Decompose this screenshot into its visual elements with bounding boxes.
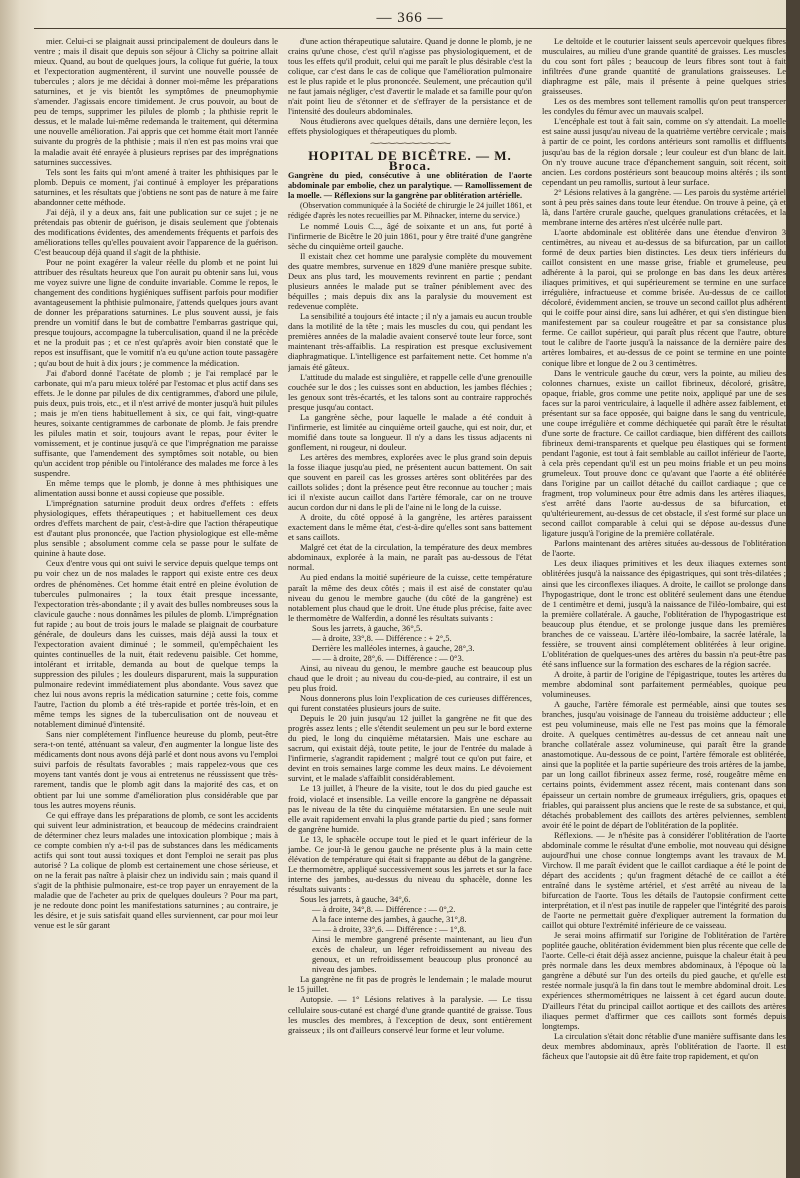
- paragraph: Parlons maintenant des artères situées au-dessous de l'oblitération de l'aorte.: [542, 538, 786, 559]
- paragraph: Les artères des membres, explorées avec le plus grand soin depuis la fosse iliaque jusqu'au pied, ne présentent aucun battement. On sait que souvent en pareil cas les grosses artères sont oblitérées par des caillots solides ; dont la présence peut être reconnue au toucher ; mais ici il n'existe aucun caillot dans l'artère fémorale, car on ne trouve aucun cordon dur ni dans le pli de l'aine ni le long de la cuisse.: [288, 451, 532, 513]
- paragraph: Dans le ventricule gauche du cœur, vers la pointe, au milieu des colonnes charnues, existe un caillot fibrineux, décoloré, grisâtre, opaque, friable, gros comme une petite noix, appliqué par une de ses faces sur la paroi ventriculaire, à laquelle il adhère assez faiblement, et présentant sur sa face opposée, qui baigne dans le sang du ventricule, une coupe irrégulière et comme déchiquetée qui paraît être le résultat d'une sorte de fracture. Ce caillot cardiaque, bien différent des caillots fibrineux demi-transparents et quelque peu élastiques qui se forment pendant l'agonie, est tout à fait semblable au caillot inférieur de l'aorte, à cela près cependant qu'il est un peu moins friable et un peu moins grumeleux. Tout prouve donc ce qu'avant que l'aorte a été oblitérée dans l'origine par un caillot détaché du caillot cardiaque ; que ce fragment, trop volumineux pour être admis dans les artères iliaques, s'est arrêté dans l'aorte au-dessus de sa bifurcation, et qu'ultérieurement, au-dessus de cet obstacle, il s'est formé sur place un second caillot comparable à celui qui se dépose au-dessus d'une ligature jusqu'à l'origine de la première collatérale.: [542, 367, 786, 539]
- paragraph: J'ai déjà, il y a deux ans, fait une publication sur ce sujet ; je ne prétendais pas obtenir de guérison, je disais seulement que j'obtenais des modifications évidentes, des amendements fréquents et parfois des améliorations telles qu'elles pouvaient avoir l'apparence de la guérison. C'est beaucoup déjà quand il s'agit de la phthisie.: [34, 206, 278, 257]
- column-3: [542, 36, 786, 1174]
- paragraph: La circulation s'était donc rétablie d'une manière suffisante dans les deux membres abdominaux, après l'oblitération de l'aorte. Il est fâcheux que l'autopsie ait dû être faite trop rapidement, et qu'on: [542, 1030, 786, 1061]
- column-2-top: [288, 36, 532, 136]
- column-1: [34, 36, 278, 1174]
- paragraph: Ainsi le membre gangrené présente maintenant, au lieu d'un excès de chaleur, un léger refroidissement au niveau des genoux, et un refroidissement beaucoup plus prononcé au niveau des jambes.: [312, 934, 532, 975]
- paragraph: L'aorte abdominale est oblitérée dans une étendue d'environ 3 centimètres, au niveau et au-dessus de sa bifurcation, par un caillot formé de deux parties bien distinctes. Les deux tiers inférieurs du caillot consistent en une masse grise, friable et grumeleuse, peu adhérente à la paroi, qui se prolonge en bas dans les deux artères iliaques primitives, et qui supérieurement se termine en une surface irrégulière, infractueuse et comme brisée. Au-dessus de ce caillot décoloré, évidemment ancien, se trouve un second caillot plus adhérent qui le coiffe pour ainsi dire, sans lui adhérer, et qui s'en distingue bien manifestement par sa couleur rougeâtre et par sa consistance plus ferme. Ce caillot supérieur, qui paraît plus récent que l'autre, obture tout le calibre de l'aorte jusqu'à la naissance de la dernière paire des artères lombaires, et au-dessus de ce point se termine en une pointe conique libre et longue de 2 ou 3 centimètres.: [542, 226, 786, 368]
- paragraph: Les os des membres sont tellement ramollis qu'on peut transpercer les condyles du fémur avec un mauvais scalpel.: [542, 96, 786, 117]
- paragraph: Au pied endans la moitié supérieure de la cuisse, cette température paraît la même des deux côtés ; mais il est aisé de constater qu'au niveau du genou le membre gauche (du côté de la gangrène) est notablement plus chaud que le droit. Une étude plus précise, faite avec le thermomètre de Walferdin, a donné les résultats suivants :: [288, 572, 532, 623]
- section-heading: HOPITAL DE BICÊTRE. — M. Broca.: [308, 147, 512, 173]
- paragraph: — à droite, 34°,8. — Différence : — 0°,2.: [312, 904, 456, 915]
- paragraph: En même temps que le plomb, je donne à mes phthisiques une alimentation aussi bonne et aussi copieuse que possible.: [34, 478, 278, 499]
- paragraph: Le 13, le sphacèle occupe tout le pied et le quart inférieur de la jambe. Ce jour-là le genou gauche ne présente plus à la main cette élévation de température qui était si frappante au début de la gangrène. Le thermomètre, appliqué successivement sous les jarrets et sur la face interne des jambes, au-dessus du niveau du sphacèle, donne les résultats suivants :: [288, 833, 532, 894]
- paragraph: Pour ne point exagérer la valeur réelle du plomb et ne point lui attribuer des résultats heureux que l'on aurait pu obtenir sans lui, vous me voyez suivre une ligne de conduite invariable. Comme le repos, le changement des conditions hygiéniques suffisent parfois pour modifier avantageusement la phthisie pulmonaire, j'attends quelques jours avant de donner les préparations saturnines. Le plus souvent aussi, je fais prendre un vomitif dans le but de combattre l'embarras gastrique qui, presque toujours, accompagne la tuberculisation, quand il ne la précède et ne la produit pas ; et ce n'est qu'après avoir bien constaté que le repos est insuffisant, que le vomitif n'a eu qu'une action toute passagère ; qu'au bout de huit à dix jours ; je commence la médication.: [34, 257, 278, 368]
- paragraph: La gangrène sèche, pour laquelle le malade a été conduit à l'infirmerie, est limitée au cinquième orteil gauche, qui est noir, dur, et momifié dans toute sa longueur. Il n'y a dans les tissus adjacents ni gonflement, ni rougeur, ni douleur.: [288, 411, 532, 452]
- paragraph: 2° Lésions relatives à la gangrène. — Les parois du système artériel sont à peu près saines dans toute leur étendue. On trouve à peine, çà et là, dans l'artère crurale gauche, quelques granulations crétacées, et la membrane interne des artères n'est ulcérée nulle part.: [542, 186, 786, 227]
- paragraph: Il existait chez cet homme une paralysie complète du mouvement des quatre membres, survenue en 1829 d'une manière presque subite. Deux ans plus tard, les mouvements revinrent en partie ; pendant plusieurs années le malade put se traîner péniblement avec des béquilles ; mais depuis dix ans la paralysie du mouvement est redevenue complète.: [288, 250, 532, 312]
- case-source: (Observation communiquée à la Société de chirurgie le 24 juillet 1861, et rédigée d'après les notes recueillies par M. Pihnacker, interne du service.): [288, 200, 532, 220]
- paragraph: A la face interne des jambes, à gauche, 31°,8.: [312, 914, 467, 925]
- paragraph: Sous les jarrets, à gauche, 34°,6.: [300, 893, 411, 904]
- paragraph: A gauche, l'artère fémorale est perméable, ainsi que toutes ses branches, jusqu'au voisinage de l'anneau du troisième adducteur ; elle est peu volumineuse, mais elle ne l'est pas moins que la fémorale droite. A quelques centimètres au-dessus de cet anneau naît une branche collatérale assez volumineuse, qui paraît être la grande anastomotique. Au-dessous de ce point, l'artère fémorale est oblitérée, ainsi que la poplitée et la partie supérieure des trois artères de la jambe, par un long caillot fibrineux assez ferme, rosé, rougeâtre même en certains points, évidemment assez récent, mais contenant dans son épaisseur un certain nombre de grumeaux irréguliers, gris, opaques et friables, qui paraissent plus anciens que le reste de sa substance, et qui, détachés probablement des caillots des artères pelviennes, semblent avoir été le point de départ de l'oblitération de la poplitée.: [542, 699, 786, 830]
- paragraph: Ainsi, au niveau du genou, le membre gauche est beaucoup plus chaud que le droit ; au niveau du cou-de-pied, au contraire, il est un peu plus froid.: [288, 662, 532, 693]
- paragraph: Nous étudierons avec quelques détails, dans une dernière leçon, les effets physiologiques et thérapeutiques du plomb.: [288, 116, 532, 137]
- paragraph: Le deltoïde et le couturier laissent seuls apercevoir quelques fibres musculaires, au milieu d'une grande quantité de graisses. Les muscles du cou sont fort pâles ; beaucoup de leurs fibres sont tout à fait infiltrées d'une grande quantité de granulations graisseuses. Le diaphragme est pâle, mais il présente à peine quelques stries graisseuses.: [542, 36, 786, 97]
- column-2: [288, 36, 532, 1174]
- page-edge: [786, 0, 800, 1178]
- page-number: — 366 —: [376, 10, 444, 26]
- paragraph: — à droite, 33°,8. — Différence : + 2°,5.: [312, 632, 452, 643]
- paragraph: Sans nier complétement l'influence heureuse du plomb, peut-être sera-t-on tenté, atténuant sa valeur, d'en augmenter la longue liste des médicaments dont nous avons déjà parlé et dont nous avons vu l'emploi suivi parfois de résultats favorables ; mais rappelez-vous que ces moyens tant vantés dont je vous ai entretenus ne réussissent que très-rarement, tandis que le plomb agit dans la majorité des cas, et on obtient par lui une somme d'amélioration plus considérable que par tous les autres moyens réunis.: [34, 729, 278, 810]
- paragraph: Nous donnerons plus loin l'explication de ces curieuses différences, qui furent constatées plusieurs jours de suite.: [288, 693, 532, 714]
- paragraph: A droite, du côté opposé à la gangrène, les artères paraissent exactement dans le même état, c'est-à-dire qu'elles sont sans battement et sans caillots.: [288, 512, 532, 543]
- paragraph: Ceux d'entre vous qui ont suivi le service depuis quelque temps ont pu voir chez un de nos malades le rapport qui existe entre ces deux ordres de phénomènes. Cet homme était entré en pleine évolution de tubercules pulmonaires ; la toux était presque incessante, l'expectoration très-abondante ; il y avait des bulles nombreuses sous la clavicule gauche : nous donnâmes les pilules de plomb. L'imprégnation fut rapide ; au bout de trois jours le malade se plaignait de courbature générale, de douleurs dans les cuisses, mais déjà aussi la toux et l'expectoration avaient diminué ; le sommeil, qu'empêchaient les quintes continuelles de la nuit, était redevenu paisible. Cet homme, intolérant et irritable, demanda au bout de quelque temps la suppression des pilules ; les douleurs disparurent, mais la suppuration pulmonaire redevint immédiatement plus abondante. Vous savez que chez lui nous avons repris la médication saturnine ; cette fois, comme l'autre, l'action du plomb a été très-rapide et portée très-loin, et en même temps les signes de la tuberculisation ont de nouveau et notablement diminué d'intensité.: [34, 558, 278, 730]
- paragraph: La gangrène ne fit pas de progrès le lendemain ; le malade mourut le 15 juillet.: [288, 974, 532, 995]
- paragraph: d'une action thérapeutique salutaire. Quand je donne le plomb, je ne crains qu'une chose, c'est qu'il n'agisse pas physiologiquement, et de tous les effets qu'il produit, celui qui me paraît le plus désirable c'est la colique, car c'est dans le cas de colique que l'amélioration pulmonaire est le plus rapide et le plus prononcée. Seulement, une précaution qu'il ne faut jamais négliger, c'est d'avertir le malade et sa famille pour qu'on n'ait point lieu de s'étonner et de s'effrayer de la persistance et de l'intensité des douleurs abdominales.: [288, 36, 532, 117]
- header-rule: [34, 28, 786, 29]
- paragraph: L'imprégnation saturnine produit deux ordres d'effets : effets physiologiques, effets thérapeutiques ; et habituellement ces deux ordres d'effets marchent de pair, c'est-à-dire que l'action thérapeutique est d'autant plus prononcée, que l'action physiologique est elle-même plus sensible ; absolument comme cela se passe pour le sulfate de quinine à haute dose.: [34, 498, 278, 559]
- paragraph: — — à droite, 33°,6. — Différence : — 1°,8.: [312, 924, 466, 935]
- paragraph: Depuis le 20 juin jusqu'au 12 juillet la gangrène ne fit que des progrès assez lents ; elle s'étendit seulement un peu sur le bord externe du pied, le long du cinquième métatarsien. Mais une eschare au sacrum, qui existait déjà, toute petite, le jour de l'entrée du malade à l'infirmerie, s'agrandit rapidement ; malgré tout ce qu'on put faire, et devint en trois semaines large comme les deux mains. Le dévoiement survint, et le malade s'affaiblit considérablement.: [288, 713, 532, 784]
- paragraph: La sensibilité a toujours été intacte ; il n'y a jamais eu aucun trouble dans la motilité de la tête ; mais les muscles du cou, qui pendant les premières années de la maladie avaient conservé toute leur force, sont maintenant très-affaiblis. La respiration est presque exclusivement diaphragmatique. L'intelligence est parfaitement nette. Cet homme n'a jamais été gâteux.: [288, 311, 532, 372]
- paragraph: A droite, à partir de l'origine de l'épigastrique, toutes les artères du membre abdominal sont parfaitement perméables, quoique peu volumineuses.: [542, 668, 786, 700]
- paragraph: Je serai moins affirmatif sur l'origine de l'oblitération de l'artère poplitée gauche, oblitération évidemment bien plus récente que celle de l'aorte. Celle-ci était déjà assez ancienne, puisque la chaleur était à peu près normale dans les deux membres abdominaux, à l'époque où la gangrène a débuté sur l'un des orteils du pied gauche, et qu'elle est restée normale jusqu'à la fin dans tout le membre abdominal droit. Les expériences sthermométriques ne laissent à cet égard aucun doute. D'ailleurs l'état du principal caillot aortique et des caillots des artères iliaques permet d'affirmer que ces caillots sont formés depuis longtemps.: [542, 930, 786, 1031]
- paragraph: Malgré cet état de la circulation, la température des deux membres abdominaux, explorée à la main, ne paraît pas au-dessous de l'état normal.: [288, 542, 532, 573]
- paragraph: Autopsie. — 1° Lésions relatives à la paralysie. — Le tissu cellulaire sous-cutané est chargé d'une grande quantité de graisse. Tous les muscles des membres, à l'exception de deux, sont entièrement graisseux ; ils ont d'ailleurs conservé leur forme et leur volume.: [288, 994, 532, 1035]
- column-2-body: [288, 221, 532, 1035]
- columns: [34, 36, 786, 1174]
- paragraph: mier. Celui-ci se plaignait aussi principalement de douleurs dans le ventre ; mais il disait que depuis son séjour à Clichy sa poitrine allait mieux. Quand, au bout de quelques jours, la colique fut guérie, la toux et l'expectoration augmentèrent, il survint une nouvelle poussée de tubercules ; alors je me décidai à donner moi-même les préparations saturnines, et je vis bientôt les symptômes de pneumophymie s'amender. J'agissais encore timidement. Je crus pouvoir, au bout de peu de temps, supprimer les pilules de plomb ; la phthisie reprit le dessus, et le malade lui-même redemanda le traitement, qui détermina une nouvelle amélioration. J'ai appris que cet homme était mort l'année suivante du progrès de la phthisie ; mais il n'en est pas moins vrai que la maladie avait été enrayée à plusieurs reprises par des imprégnations saturnines successives.: [34, 36, 278, 167]
- paragraph: Tels sont les faits qui m'ont amené à traiter les phthisiques par le plomb. Depuis ce moment, j'ai continué à employer les préparations saturnines, et les résultats que j'obtiens ne sont pas de nature à me faire abandonner cette méthode.: [34, 166, 278, 207]
- ornament-divider: ⁓⁓⁓⁓⁓⁓⁓⁓⁓⁓: [370, 138, 450, 149]
- paragraph: Réflexions. — Je n'hésite pas à considérer l'oblitération de l'aorte abdominale comme le résultat d'une embolie, mot nouveau qui désigne aujourd'hui une chose connue longtemps avant les travaux de M. Virchow. Il me paraît évident que le caillot cardiaque a été le point de départ des accidents ; qu'un fragment détaché de ce caillot a été entraîné dans le système artériel, et s'est arrêté au niveau de la bifurcation de l'aorte. Tous les détails de l'autopsie confirment cette interprétation, et il n'est pas inutile de rappeler que l'intégrité des parois de l'aorte ne permettait guère d'expliquer autrement la formation du caillot qui obture l'extrémité inférieure de ce vaisseau.: [542, 829, 786, 931]
- paragraph: L'attitude du malade est singulière, et rappelle celle d'une grenouille couchée sur le dos ; les cuisses sont en abduction, les jambes fléchies ; les genoux sont très-écartés, et les talons sont au contraire rapprochés presque jusqu'au contact.: [288, 371, 532, 412]
- paragraph: Derrière les malléoles internes, à gauche, 28°,3.: [312, 642, 475, 653]
- paragraph: J'ai d'abord donné l'acétate de plomb ; je l'ai remplacé par le carbonate, qui m'a paru mieux toléré par l'estomac et plus actif dans ses effets. Je le donne par pilules de dix centigrammes, d'abord une pilule, puis deux, puis trois, etc., et il n'est arrivé de monter jusqu'à huit pilules ; mais je m'en tiens habituellement à six, ce qui fait, vingt-quatre heures, soixante centigrammes de carbonate de plomb. Je fais prendre les pilules matin et soir, toujours avant le repas, pour éviter le vomissement, et je continue jusqu'à ce que l'imprégnation me paraisse suffisante, que l'amendement des symptômes soit notable, ou bien qu'un accident trop pénible ou l'intolérance des malades me force à les suspendre.: [34, 367, 278, 479]
- paragraph: Sous les jarrets, à gauche, 36°,5.: [312, 622, 423, 633]
- binding-shadow: [0, 0, 20, 1178]
- paragraph: Le 13 juillet, à l'heure de la visite, tout le dos du pied gauche est froid, violacé et insensible. La veille encore la gangrène ne dépassait pas le niveau de la tête du cinquième métatarsien. En une seule nuit elle avait rapidement envahi la plus grande partie du pied ; sans former de gangrène humide.: [288, 783, 532, 834]
- paragraph: Les deux iliaques primitives et les deux iliaques externes sont oblitérées jusqu'à la naissance des épigastriques, qui sont très-dilatées ; ainsi que les circonflexes iliaques. A droite, le caillot se prolonge dans l'hypogastrique, dont le tronc est oblitéré seulement dans une étendue de 1 centimètre et demi, jusqu'à la naissance de l'iléo-lombaire, qui est la première collatérale. A gauche, l'oblitération de l'hypogastrique est beaucoup plus étendue, et se prolonge jusque dans les premières branches de ce vaisseau. L'artère iléo-lombaire, la sacrée latérale, la fessière, se trouvent ainsi complétement oblitérées à leur origine. L'oblitération de quelques-unes des artères du bassin n'a peut-être pas été sans influence sur la formation des eschares de la région sacrée.: [542, 558, 786, 669]
- paragraph: Ce qui effraye dans les préparations de plomb, ce sont les accidents qui suivent leur administration, et beaucoup de médecins craindraient de déterminer chez leurs malades une intoxication plombique ; mais à ce compte combien n'y a-t-il pas de substances dans les médicaments actifs qui sont tout aussi toxiques et dont l'emploi ne serait pas plus autorisé ? La colique de plomb est certainement une chose sérieuse, et on ne la ferait pas naître à plaisir chez un individu sain ; mais quand il s'agit de la phthisie pulmonaire, est-ce trop payer un enrayement de la maladie que de l'acheter au prix de quelques douleurs ? Pour ma part, je ne redoute donc point les manifestations saturnines ; au contraire, je les désire, et je suis satisfait quand elles surviennent, car pour moi leur venue est le sûr garant: [34, 809, 278, 931]
- paragraph: — — à droite, 28°,6. — Différence : — 0°3.: [312, 652, 464, 663]
- case-title: Gangrène du pied, consécutive à une oblitération de l'aorte abdominale par embolie, chez un paralytique. — Ramollissement de la moelle. — Réflexions sur la gangrène par oblitération artérielle.: [288, 170, 532, 200]
- paragraph: Le nommé Louis C..., âgé de soixante et un ans, fut porté à l'infirmerie de Bicêtre le 20 juin 1861, pour y être traité d'une gangrène sèche du cinquième orteil gauche.: [288, 220, 532, 251]
- paragraph: L'encéphale est tout à fait sain, comme on s'y attendait. La moelle est saine aussi jusqu'au niveau de la quatrième vertèbre cervicale ; mais à partir de ce point, les cordons antérieurs sont ramollis et diffluents jusqu'au bas de la région dorsale ; leur couleur est d'un blanc de lait. On n'y trouve aucune trace d'épanchement sanguin, soit récent, soit ancien. Les cordons postérieurs sont beaucoup moins altérés ; ils sont cependant un peu ramollis, surtout à leur surface.: [542, 116, 786, 187]
